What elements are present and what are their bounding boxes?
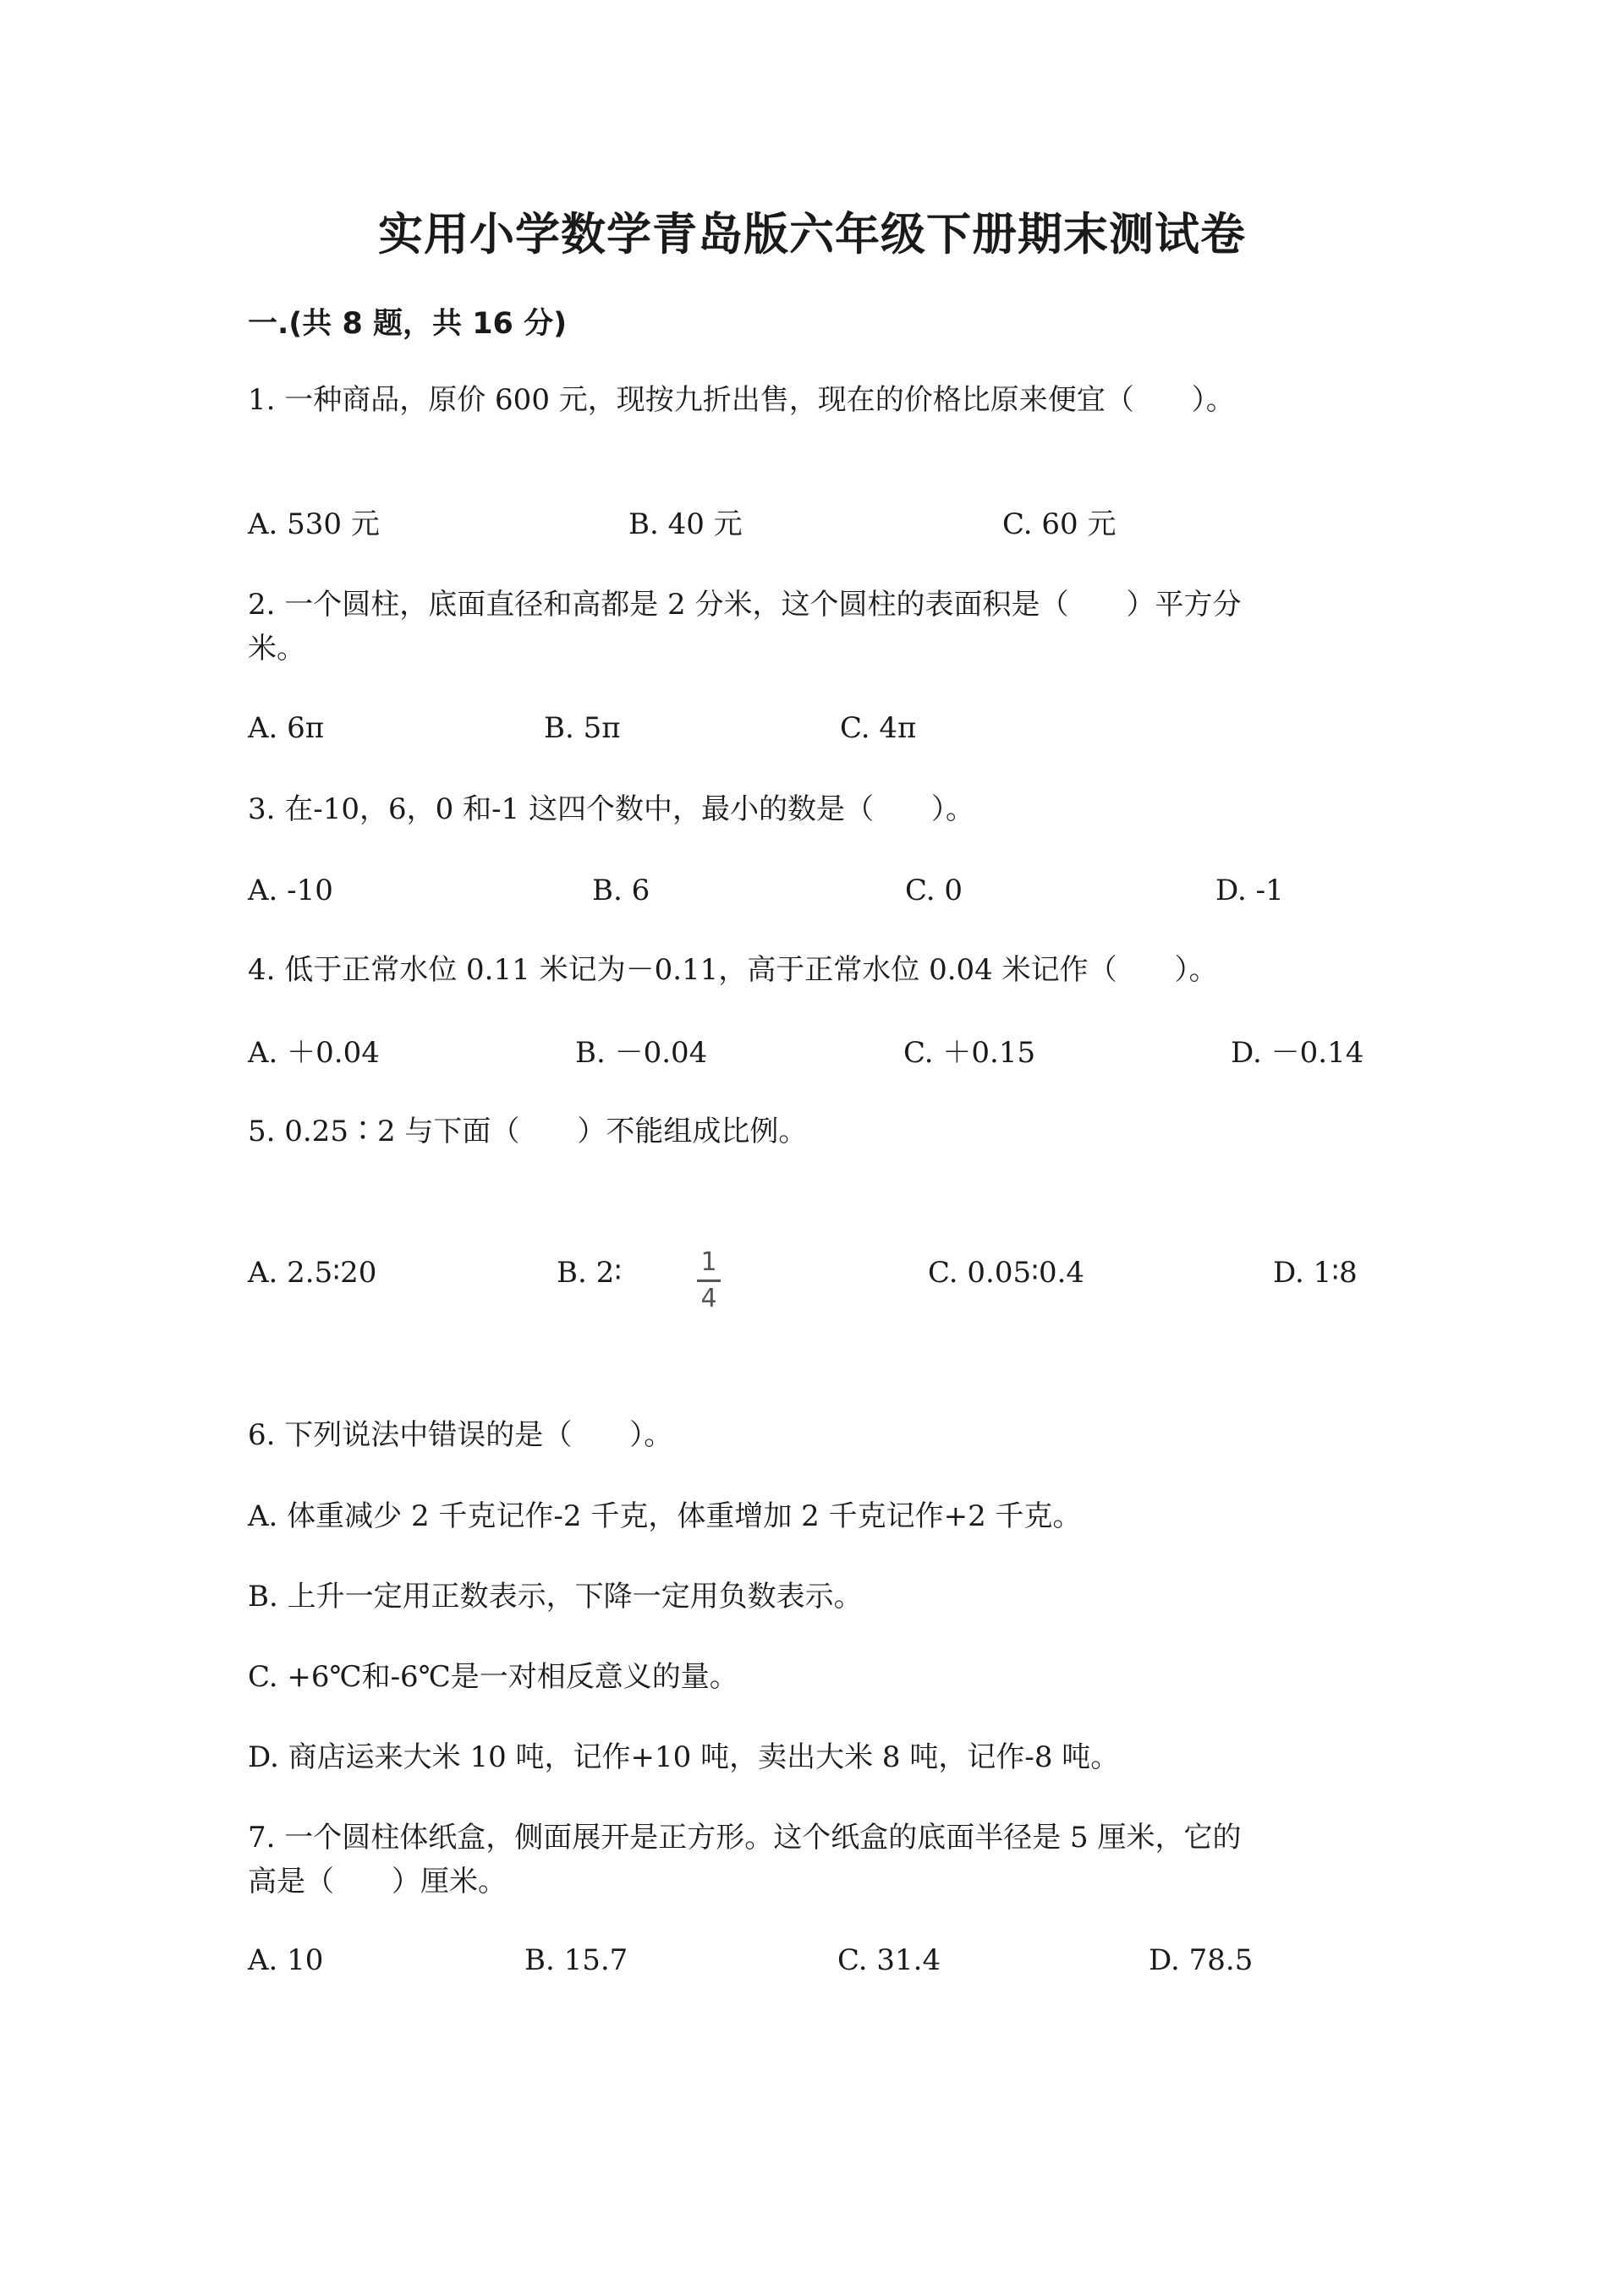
fraction-one-quarter [692,1247,726,1314]
question-1-text: 1. 一种商品，原价 600 元，现按九折出售，现在的价格比原来便宜（ ）。 [248,383,1235,417]
question-4-option-c: C. ＋0.15 [903,1036,1036,1070]
question-1-option-a: A. 530 元 [248,507,380,541]
question-4-text: 4. 低于正常水位 0.11 米记为－0.11，高于正常水位 0.04 米记作（ ）。 [248,953,1218,987]
question-6-option-b: B. 上升一定用正数表示，下降一定用负数表示。 [248,1580,863,1614]
section-heading: 一.(共 8 题，共 16 分) [248,307,568,341]
question-1-option-b: B. 40 元 [628,507,743,541]
question-7-text-line-2: 高是（ ）厘米。 [248,1865,507,1899]
question-4-option-d: D. －0.14 [1231,1036,1364,1070]
question-2-option-b: B. 5π [544,711,621,745]
question-7-option-c: C. 31.4 [837,1943,941,1977]
fraction-bar [697,1280,721,1282]
question-3-option-c: C. 0 [905,874,963,907]
question-2-text-line-2: 米。 [248,632,305,666]
question-3-option-b: B. 6 [592,874,650,907]
question-6-option-a: A. 体重减少 2 千克记作-2 千克，体重增加 2 千克记作+2 千克。 [248,1499,1082,1533]
question-6-text: 6. 下列说法中错误的是（ ）。 [248,1418,673,1452]
question-5-option-c: C. 0.05∶0.4 [928,1256,1085,1290]
fraction-denominator: 4 [700,1284,717,1313]
question-7-option-b: B. 15.7 [524,1943,628,1977]
question-5-option-d: D. 1∶8 [1273,1256,1358,1290]
question-2-option-c: C. 4π [840,711,917,745]
question-5-option-b: B. 2∶ [557,1256,623,1290]
question-1-option-c: C. 60 元 [1002,507,1116,541]
question-2-text-line-1: 2. 一个圆柱，底面直径和高都是 2 分米，这个圆柱的表面积是（ ）平方分 [248,588,1242,622]
question-3-option-a: A. -10 [248,874,333,907]
question-5-option-a: A. 2.5∶20 [248,1256,377,1290]
question-7-text-line-1: 7. 一个圆柱体纸盒，侧面展开是正方形。这个纸盒的底面半径是 5 厘米，它的 [248,1821,1242,1855]
question-7-option-d: D. 78.5 [1149,1943,1254,1977]
fraction-numerator: 1 [700,1247,717,1277]
question-5-text: 5. 0.25∶2 与下面（ ）不能组成比例。 [248,1115,808,1148]
question-3-text: 3. 在-10，6，0 和-1 这四个数中，最小的数是（ ）。 [248,792,974,826]
question-4-option-b: B. －0.04 [575,1036,708,1070]
question-6-option-c: C. +6℃和-6℃是一对相反意义的量。 [248,1660,738,1694]
question-6-option-d: D. 商店运来大米 10 吨，记作+10 吨，卖出大米 8 吨，记作-8 吨。 [248,1740,1120,1774]
question-7-option-a: A. 10 [248,1943,324,1977]
page-title: 实用小学数学青岛版六年级下册期末测试卷 [378,209,1246,260]
question-2-option-a: A. 6π [248,711,325,745]
question-4-option-a: A. ＋0.04 [248,1036,380,1070]
question-3-option-d: D. -1 [1215,874,1284,907]
